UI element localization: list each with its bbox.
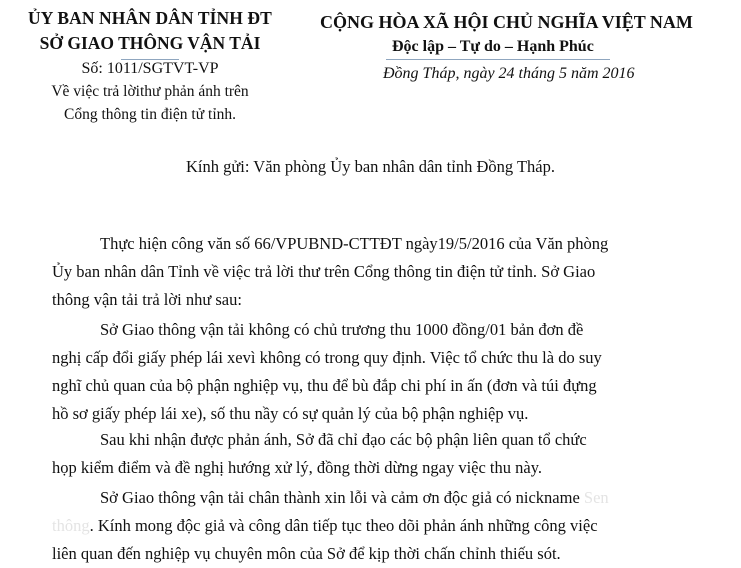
paragraph-line bbox=[52, 484, 680, 512]
agency-name: ỦY BAN NHÂN DÂN TỈNH ĐT bbox=[28, 8, 272, 28]
paragraph-line: họp kiểm điểm và đề nghị hướng xử lý, đồng thời dừng ngay việc thu này. bbox=[52, 458, 543, 477]
paragraph-line: liên quan đến nghiệp vụ chuyên môn của Sở để kịp thời chấn chỉnh thiếu sót. bbox=[52, 544, 561, 563]
paragraph-line: nghĩ chủ quan của bộ phận nghiệp vụ, thu để bù đắp chi phí in ấn (đơn và túi đựng bbox=[52, 376, 597, 395]
redacted-nickname: Sen bbox=[583, 488, 609, 507]
paragraph-text: Sở Giao thông vận tải chân thành xin lỗi và cảm ơn độc giả có nickname bbox=[100, 488, 580, 507]
department-underline bbox=[121, 59, 179, 60]
paragraph-line: nghị cấp đổi giấy phép lái xevì không có trong quy định. Việc tổ chức thu là do suy bbox=[52, 348, 602, 367]
paragraph-line: Ủy ban nhân dân Tỉnh về việc trả lời thư trên Cổng thông tin điện tử tỉnh. Sở Giao bbox=[52, 262, 596, 281]
paragraph-line: Sau khi nhận được phản ánh, Sở đã chỉ đạo các bộ phận liên quan tổ chức bbox=[100, 430, 587, 449]
subject-line-1: Về việc trả lờithư phản ánh trên bbox=[51, 83, 249, 100]
department-name: SỞ GIAO THÔNG VẬN TẢI bbox=[39, 33, 261, 53]
paragraph-line: thông vận tải trả lời như sau: bbox=[52, 290, 242, 309]
paragraph-2 bbox=[52, 316, 680, 428]
paragraph-3 bbox=[52, 426, 680, 482]
national-motto: Độc lập – Tự do – Hạnh Phúc bbox=[392, 38, 594, 55]
motto-underline bbox=[386, 59, 610, 60]
document-number: Số: 1011/SGTVT-VP bbox=[81, 60, 219, 77]
paragraph-1 bbox=[52, 230, 680, 314]
paragraph-line: Sở Giao thông vận tải không có chủ trương thu 1000 đồng/01 bản đơn đề bbox=[100, 320, 584, 339]
paragraph-line: hồ sơ giấy phép lái xe), số thu nầy có sự quản lý của bộ phận nghiệp vụ. bbox=[52, 404, 529, 423]
paragraph-line: Thực hiện công văn số 66/VPUBND-CTTĐT ngày19/5/2016 của Văn phòng bbox=[100, 234, 609, 253]
place-and-date: Đồng Tháp, ngày 24 tháng 5 năm 2016 bbox=[383, 65, 635, 82]
paragraph-line bbox=[52, 512, 680, 540]
paragraph-4 bbox=[52, 484, 680, 568]
issuing-authority-block bbox=[0, 6, 300, 126]
paragraph-text: . Kính mong độc giả và công dân tiếp tục theo dõi phản ánh những công việc bbox=[89, 516, 598, 535]
nation-title: CỘNG HÒA XÃ HỘI CHỦ NGHĨA VIỆT NAM bbox=[320, 12, 693, 32]
recipient-line: Kính gửi: Văn phòng Ủy ban nhân dân tỉnh Đồng Tháp. bbox=[185, 157, 555, 176]
redacted-nickname: thông bbox=[52, 516, 90, 535]
subject-line-2: Cổng thông tin điện tử tỉnh. bbox=[63, 106, 236, 123]
